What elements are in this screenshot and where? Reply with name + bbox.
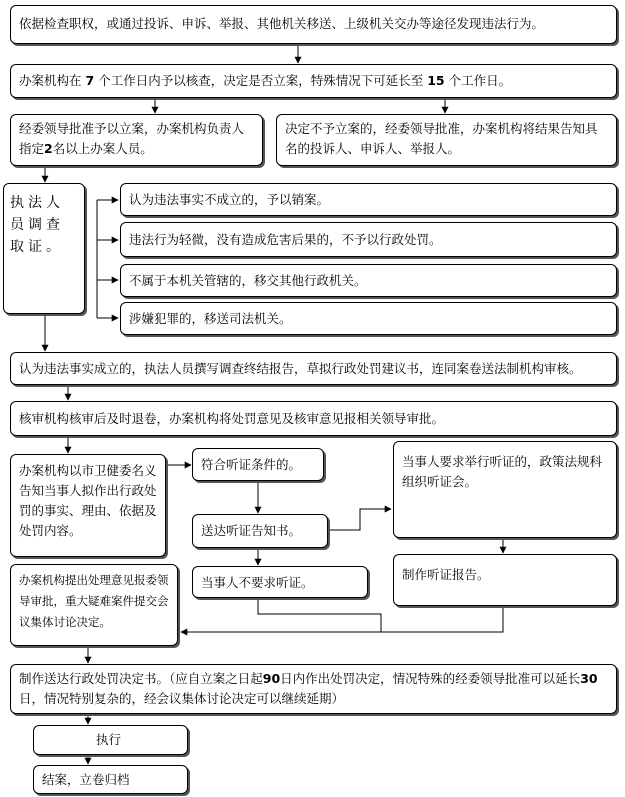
discover-text: 依据检查职权，或通过投诉、申诉、举报、其他机关移送、上级机关交办等途径发现违法行为。 bbox=[19, 16, 545, 31]
approve-text-b: 名以上办案人员。 bbox=[52, 141, 153, 156]
verify-box bbox=[10, 64, 617, 98]
minor-text: 违法行为轻微，没有造成危害后果的，不予以行政处罚。 bbox=[129, 232, 442, 247]
discover-box bbox=[10, 5, 617, 44]
transfer-box bbox=[120, 264, 617, 297]
reject-box bbox=[276, 114, 617, 166]
cancel-box bbox=[120, 183, 617, 216]
reject-text: 决定不予立案的，经委领导批准，办案机构将结果告知具名的投诉人、申诉人、举报人。 bbox=[285, 121, 598, 156]
report-text: 认为违法事实成立的，执法人员撰写调查终结报告，草拟行政处罚建议书，连同案卷送法制机构审核。 bbox=[19, 361, 582, 376]
arrow-notice-request bbox=[328, 509, 391, 530]
report-box bbox=[10, 352, 617, 385]
arrow-hearing-report-back bbox=[181, 606, 503, 632]
request-hearing-text: 当事人要求举行听证的，政策法规科组织听证会。 bbox=[402, 454, 603, 489]
review-text: 核审机构核审后及时退卷，办案机构将处罚意见及核审意见报相关领导审批。 bbox=[19, 411, 445, 426]
archive-text: 结案，立卷归档 bbox=[42, 772, 130, 787]
decision-text-a: 制作送达行政处罚决定书。（应自立案之日起 bbox=[19, 671, 263, 686]
notify-box bbox=[10, 454, 166, 557]
no-hearing-text: 当事人不要求听证。 bbox=[201, 575, 314, 590]
hearing-report-text: 制作听证报告。 bbox=[402, 567, 490, 582]
judicial-text: 涉嫌犯罪的，移送司法机关。 bbox=[129, 311, 292, 326]
verify-text-c: 个工作日。 bbox=[448, 73, 512, 88]
request-hearing-box bbox=[393, 441, 617, 538]
hearing-notice-box bbox=[192, 514, 328, 548]
verify-text-b: 个工作日内予以核查，决定是否立案，特殊情况下可延长至 bbox=[98, 73, 424, 88]
archive-box bbox=[33, 765, 188, 794]
hearing-notice-text: 送达听证告知书。 bbox=[201, 523, 302, 538]
verify-days: 7 bbox=[85, 73, 95, 88]
verify-extended-days: 15 bbox=[427, 73, 445, 88]
arrow-no-hearing-back bbox=[258, 598, 381, 632]
cancel-text: 认为违法事实不成立的，予以销案。 bbox=[129, 192, 330, 207]
decision-box bbox=[10, 664, 617, 714]
judicial-box bbox=[120, 302, 617, 335]
handling-box bbox=[10, 564, 178, 646]
investigate-text: 执法人员调查取证。 bbox=[10, 195, 64, 255]
decision-text-b: 日内作出处罚决定，情况特殊的经委领导批准可以延长 bbox=[280, 671, 581, 686]
execute-box bbox=[33, 725, 188, 755]
decision-extended-days: 30 bbox=[580, 671, 598, 686]
approve-box bbox=[10, 114, 263, 166]
decision-days: 90 bbox=[262, 671, 281, 686]
verify-text-a: 办案机构在 bbox=[19, 73, 82, 88]
notify-text: 办案机构以市卫健委名义告知当事人拟作出行政处罚的事实、理由、依据及处罚内容。 bbox=[19, 463, 157, 538]
execute-text: 执行 bbox=[96, 732, 122, 747]
hearing-report-box bbox=[393, 554, 617, 606]
no-hearing-box bbox=[192, 566, 368, 598]
minor-box bbox=[120, 222, 617, 257]
hearing-ok-box bbox=[192, 448, 324, 481]
decision-text-c: 日，情况特别复杂的，经会议集体讨论决定可以继续延期） bbox=[19, 691, 345, 706]
approve-text-a: 经委领导批准予以立案，办案机构负责人指定 bbox=[19, 121, 245, 156]
hearing-ok-text: 符合听证条件的。 bbox=[201, 457, 302, 472]
approve-count: 2 bbox=[44, 141, 53, 156]
investigate-box bbox=[3, 183, 85, 314]
transfer-text: 不属于本机关管辖的，移交其他行政机关。 bbox=[129, 273, 367, 288]
handling-text: 办案机构提出处理意见报委领导审批，重大疑难案件提交会议集体讨论决定。 bbox=[19, 573, 169, 629]
review-box bbox=[10, 401, 617, 436]
